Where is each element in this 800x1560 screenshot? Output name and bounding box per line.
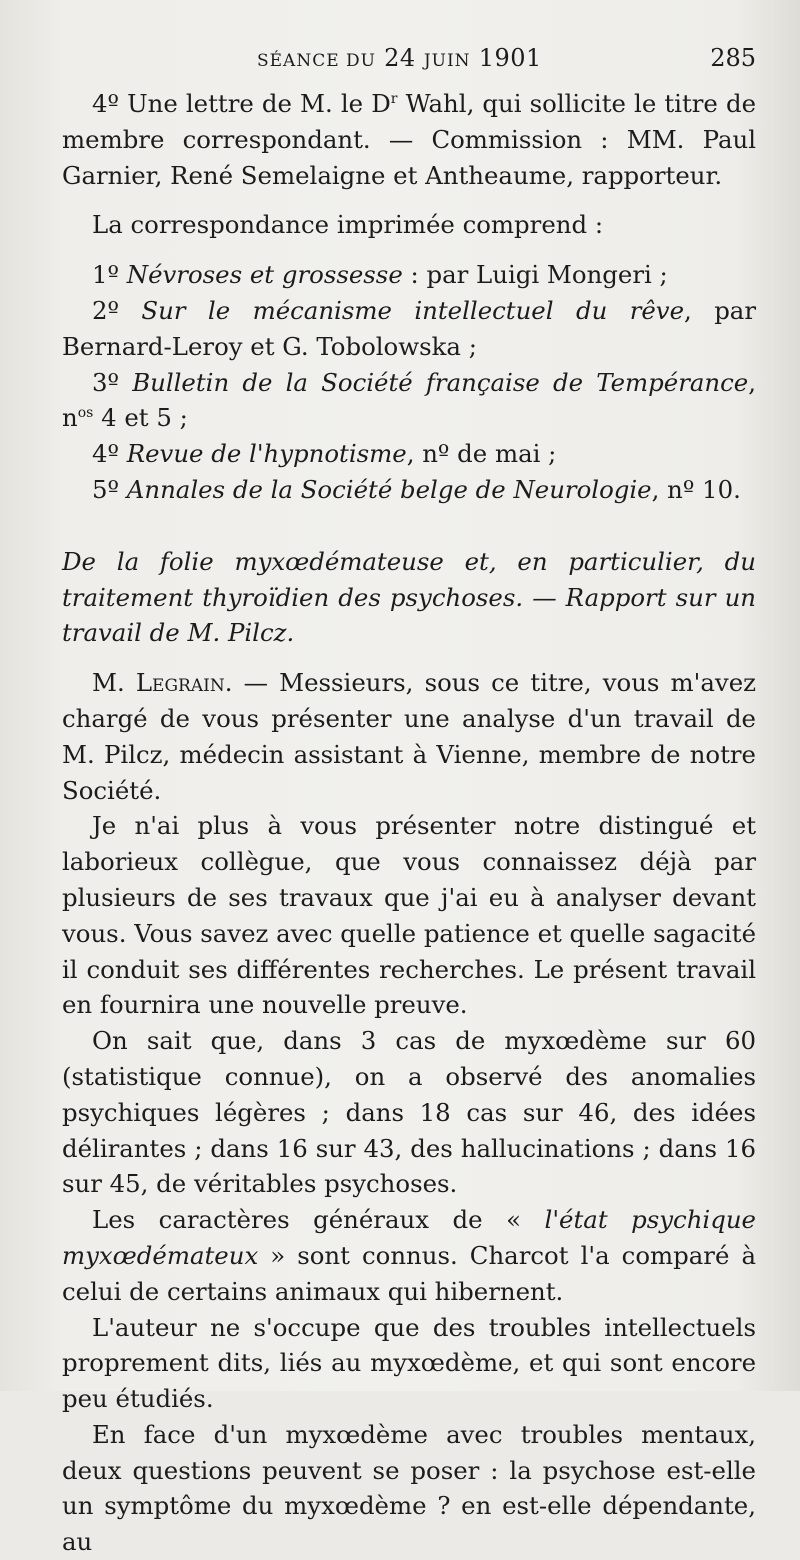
paragraph: L'auteur ne s'occupe que des troubles intellectuels proprement dits, liés au myxœdème, et qui sont encore peu étudiés.	[62, 1312, 756, 1414]
item-number: 1º	[92, 260, 127, 290]
item-text: , n	[62, 367, 756, 433]
item-number: 4º	[92, 439, 127, 469]
running-year: 1901	[478, 44, 542, 72]
item-title: Sur le mécanisme intellectuel du rêve	[141, 295, 685, 325]
item-text: , nº de mai ;	[406, 439, 557, 469]
page-number: 285	[710, 44, 756, 72]
item-title: Névroses et grossesse	[126, 260, 403, 290]
running-header	[62, 40, 756, 76]
list-item	[62, 293, 756, 365]
running-month: JUIN	[423, 51, 471, 71]
running-date: 24	[384, 44, 416, 72]
running-prefix: SÉANCE DU	[257, 51, 376, 71]
list-item	[62, 257, 756, 293]
paragraph	[62, 1202, 756, 1309]
paragraph-text: » sont connus. Charcot l'a comparé à celui de certains animaux qui hibernent.	[62, 1240, 756, 1306]
paragraph: On sait que, dans 3 cas de myxœdème sur 60 (statistique connue), on a observé des anomalies psychiques légères ; dans 18 cas sur 46, des idées délirantes ; dans 16 sur 43, des hallucinations ; dans 16 sur 45, de véritables psychoses.	[62, 1026, 756, 1199]
superscript: os	[77, 405, 94, 422]
item-text: , par Bernard-Leroy et G. Tobolowska ;	[62, 295, 757, 361]
paragraph-correspondence: La correspondance imprimée comprend :	[92, 210, 604, 240]
item-text: : par Luigi Mongeri ;	[402, 260, 668, 290]
item-text: 4 et 5 ;	[93, 403, 188, 433]
paragraph-text: 4º Une lettre de M. le D	[92, 89, 391, 118]
list-item	[62, 472, 756, 508]
paragraph-speaker	[62, 665, 756, 808]
item-number: 3º	[92, 367, 133, 397]
superscript: r	[390, 91, 398, 107]
item-number: 5º	[92, 474, 127, 504]
paragraph-text: — Messieurs, sous ce titre, vous m'avez chargé de vous présenter une analyse d'un travail de M. Pilcz, médecin assistant à Vienne, membre de notre Société.	[62, 668, 756, 805]
item-text: , nº 10.	[651, 474, 741, 504]
list-item	[62, 365, 756, 437]
paragraph-text: Les caractères généraux de «	[92, 1205, 545, 1235]
item-title: Revue de l'hypnotisme	[126, 439, 407, 469]
paragraph-italic: l'état psychique myxœdémateux	[62, 1205, 756, 1270]
section-title-text: De la folie myxœdémateuse et, en particulier, du traitement thyroïdien des psychoses. — Rapport sur un travail de M. Pilcz.	[62, 546, 756, 648]
paragraph-text: Wahl, qui sollicite le titre de membre correspondant. — Commission : MM. Paul Garnier, René Semelaigne et Antheaume, rapporteur.	[62, 89, 756, 190]
page-body	[62, 86, 756, 1560]
item-title: Bulletin de la Société française de Tempérance	[132, 367, 749, 397]
paragraph-letter	[62, 86, 756, 193]
item-title: Annales de la Société belge de Neurologie	[126, 474, 652, 504]
speaker-name: M. Legrain.	[92, 668, 233, 698]
list-item	[62, 436, 756, 472]
item-number: 2º	[92, 295, 142, 325]
section-title	[62, 544, 756, 651]
running-title	[257, 40, 542, 79]
paragraph: En face d'un myxœdème avec troubles mentaux, deux questions peuvent se poser : la psychose est-elle un symptôme du myxœdème ? en est-elle dépendante, au	[62, 1419, 756, 1557]
paragraph: Je n'ai plus à vous présenter notre distingué et laborieux collègue, que vous connaissez déjà par plusieurs de ses travaux que j'ai eu à analyser devant vous. Vous savez avec quelle patience et quelle sagacité il conduit ses différentes recherches. Le présent travail en fournira une nouvelle preuve.	[62, 811, 757, 1020]
